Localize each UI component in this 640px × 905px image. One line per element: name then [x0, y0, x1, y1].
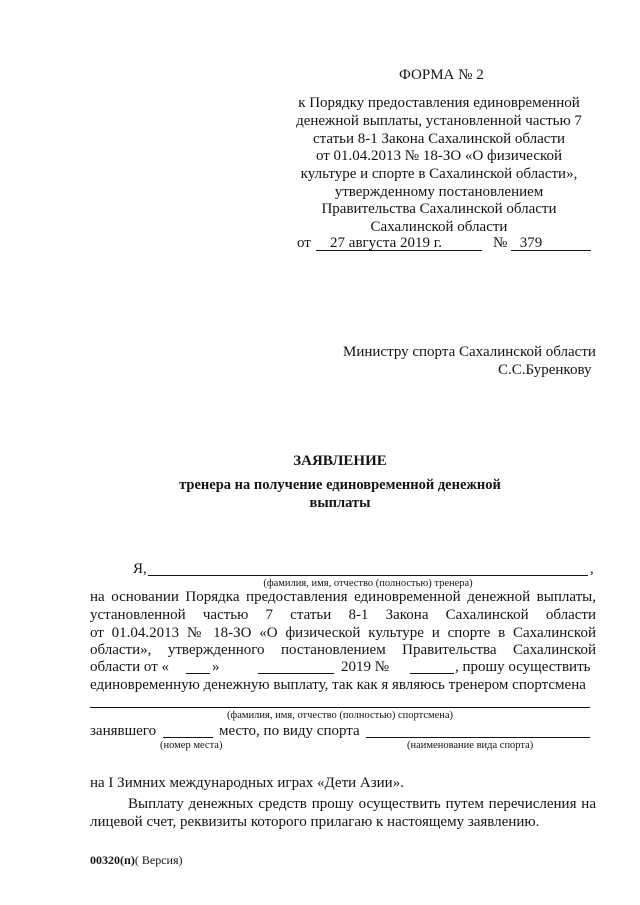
payment-line-1: Выплату денежных средств прошу осуществить путем перечисления на: [128, 796, 596, 812]
header-line-5: культуре и спорте в Сахалинской области»,: [300, 166, 578, 182]
sport-caption: (наименование вида спорта): [407, 740, 534, 751]
date-prefix: от: [297, 235, 311, 251]
decree-number: 379: [519, 235, 543, 251]
i-label: Я,: [133, 561, 147, 577]
header-line-1: к Порядку предоставления единовременной: [298, 95, 580, 111]
body-line-2: установленной частью 7 статьи 8-1 Закона Сахалинской области: [90, 607, 596, 623]
athlete-name-caption: (фамилия, имя, отчество (полностью) спортсмена): [226, 710, 454, 721]
date-line-part-1: области от «: [90, 659, 169, 675]
decree-date: 27 августа 2019 г.: [330, 235, 442, 251]
document-subtitle-line-2: выплаты: [309, 495, 371, 511]
event-line: на I Зимних международных играх «Дети Азии».: [90, 775, 404, 791]
header-line-8: Сахалинской области: [370, 219, 508, 235]
body-line-6: единовременную денежную выплату, так как я являюсь тренером спортсмена: [90, 677, 586, 693]
addressee-line-2: С.С.Буренкову: [498, 362, 592, 378]
athlete-name-field: [90, 707, 590, 708]
body-line-3: от 01.04.2013 № 18-ЗО «О физической культуре и спорте в Сахалинской: [90, 625, 596, 641]
footer-code-number: 00320(п): [90, 853, 135, 867]
trainer-field-comma: ,: [590, 561, 594, 577]
trainer-name-caption: (фамилия, имя, отчество (полностью) тренера): [263, 578, 473, 589]
place-mid-label: место, по виду спорта: [219, 723, 360, 739]
footer-version: ( Версия): [134, 853, 183, 867]
form-number-label: ФОРМА № 2: [399, 67, 484, 83]
addressee-line-1: Министру спорта Сахалинской области: [343, 344, 596, 360]
header-line-2: денежной выплаты, установленной частью 7: [296, 113, 582, 129]
body-line-4: области», утвержденного постановлением Правительства Сахалинской: [90, 642, 596, 658]
header-line-6: утвержденному постановлением: [334, 184, 544, 200]
date-line-part-2: »: [212, 659, 220, 675]
number-blank: [410, 673, 454, 674]
month-blank: [258, 673, 334, 674]
date-line-part-4: , прошу осуществить: [455, 659, 591, 675]
place-label: занявшего: [90, 723, 157, 739]
place-number-field: [163, 737, 213, 738]
header-line-7: Правительства Сахалинской области: [321, 201, 557, 217]
header-line-3: статьи 8-1 Закона Сахалинской области: [312, 131, 566, 147]
day-blank: [186, 673, 210, 674]
trainer-name-field: [148, 575, 588, 576]
footer-code: [90, 853, 183, 867]
body-line-1: на основании Порядка предоставления единовременной денежной выплаты,: [90, 589, 596, 605]
place-number-caption: (номер места): [160, 740, 223, 751]
number-prefix: №: [493, 235, 508, 251]
document-subtitle-line-1: тренера на получение единовременной денежной: [179, 477, 501, 493]
date-line-part-3: 2019 №: [341, 659, 390, 675]
document-title: ЗАЯВЛЕНИЕ: [293, 453, 387, 469]
payment-line-2: лицевой счет, реквизиты которого прилагаю к настоящему заявлению.: [90, 814, 540, 830]
sport-field: [366, 737, 590, 738]
header-line-4: от 01.04.2013 № 18-ЗО «О физической: [315, 148, 563, 164]
